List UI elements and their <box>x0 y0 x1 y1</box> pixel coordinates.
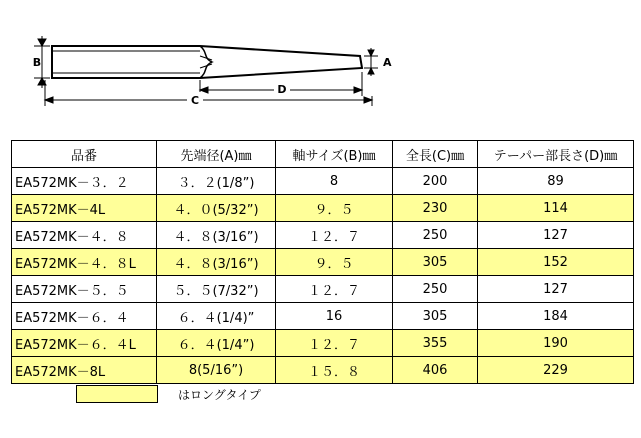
total-length-cell: 230 <box>393 195 478 222</box>
header-shaft-size: 軸サイズ(B)㎜ <box>276 141 393 168</box>
total-length-cell: 250 <box>393 222 478 249</box>
table-header-row <box>12 141 634 168</box>
header-taper-length: テーパー部長さ(D)㎜ <box>478 141 634 168</box>
part-number-cell: EA572MK－３．２ <box>12 168 157 195</box>
part-number-cell: EA572MK－４．８ <box>12 222 157 249</box>
shaft-size-cell: １２．７ <box>276 276 393 303</box>
table-row <box>12 168 634 195</box>
tip-diameter-cell: ６．４(1/4)” <box>157 303 276 330</box>
table-row <box>12 249 634 276</box>
shaft-size-cell: 16 <box>276 303 393 330</box>
tip-diameter-cell: 8(5/16”) <box>157 357 276 384</box>
part-number-cell: EA572MK－4L <box>12 195 157 222</box>
total-length-cell: 250 <box>393 276 478 303</box>
taper-length-cell: 152 <box>478 249 634 276</box>
punch-drawing <box>52 46 362 78</box>
label-b: B <box>32 56 42 69</box>
dimension-a <box>364 48 378 76</box>
part-number-cell: EA572MK－６．４L <box>12 330 157 357</box>
shaft-size-cell: １５．８ <box>276 357 393 384</box>
tip-diameter-cell: ４．８(3/16”) <box>157 222 276 249</box>
total-length-cell: 305 <box>393 249 478 276</box>
taper-length-cell: 114 <box>478 195 634 222</box>
shaft-size-cell: １２．７ <box>276 222 393 249</box>
tip-diameter-cell: ５．５(7/32”) <box>157 276 276 303</box>
part-number-cell: EA572MK－６．４ <box>12 303 157 330</box>
header-total-length: 全長(C)㎜ <box>393 141 478 168</box>
label-d: D <box>277 83 287 96</box>
taper-length-cell: 184 <box>478 303 634 330</box>
taper-length-cell: 229 <box>478 357 634 384</box>
header-part-number: 品番 <box>12 141 157 168</box>
legend <box>76 385 261 403</box>
label-a: A <box>383 56 392 69</box>
part-number-cell: EA572MK－４．８L <box>12 249 157 276</box>
part-number-cell: EA572MK－8L <box>12 357 157 384</box>
taper-length-cell: 127 <box>478 276 634 303</box>
table-row <box>12 276 634 303</box>
table-body <box>12 168 634 384</box>
table-row <box>12 303 634 330</box>
legend-text: はロングタイプ <box>178 387 261 402</box>
table-row <box>12 330 634 357</box>
shaft-size-cell: ９．５ <box>276 249 393 276</box>
total-length-cell: 305 <box>393 303 478 330</box>
tip-diameter-cell: ４．８(3/16”) <box>157 249 276 276</box>
tip-diameter-cell: ４．０(5/32”) <box>157 195 276 222</box>
header-tip-diameter: 先端径(A)㎜ <box>157 141 276 168</box>
part-number-cell: EA572MK－５．５ <box>12 276 157 303</box>
taper-length-cell: 127 <box>478 222 634 249</box>
total-length-cell: 355 <box>393 330 478 357</box>
shaft-size-cell: １２．７ <box>276 330 393 357</box>
shaft-size-cell: 8 <box>276 168 393 195</box>
punch-diagram <box>0 0 641 130</box>
table-row <box>12 357 634 384</box>
tip-diameter-cell: ３．２(1/8”) <box>157 168 276 195</box>
table-row <box>12 222 634 249</box>
tip-diameter-cell: ６．４(1/4”) <box>157 330 276 357</box>
taper-length-cell: 89 <box>478 168 634 195</box>
total-length-cell: 200 <box>393 168 478 195</box>
table-row <box>12 195 634 222</box>
spec-table <box>11 140 634 384</box>
shaft-size-cell: ９．５ <box>276 195 393 222</box>
legend-swatch <box>76 385 158 403</box>
label-c: C <box>190 94 200 107</box>
total-length-cell: 406 <box>393 357 478 384</box>
taper-length-cell: 190 <box>478 330 634 357</box>
